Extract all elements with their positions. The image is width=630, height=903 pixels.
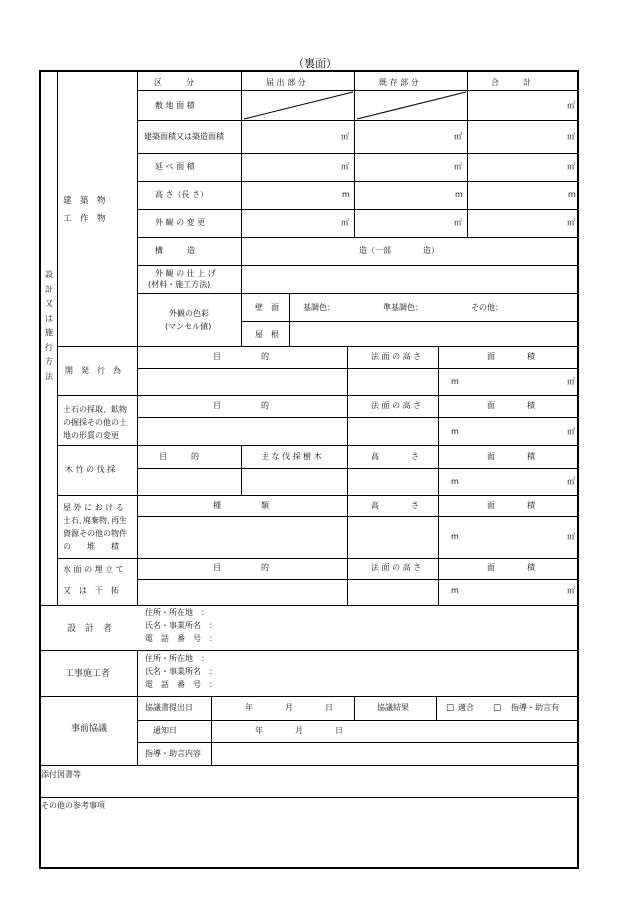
- header-area: 面 積: [487, 452, 535, 461]
- soil-label-3: 地の形質の変更: [63, 431, 119, 440]
- row-site-area: 敷 地 面 積: [155, 101, 195, 110]
- unit-sqm: ㎡: [454, 132, 462, 141]
- row-finish-sub: (材料・施工方法): [148, 280, 211, 289]
- unit-m: m: [451, 477, 459, 486]
- designer-label: 設 計 者: [67, 624, 113, 634]
- outdoor-label-4: の 堆 積: [63, 542, 119, 551]
- result-label: 協議結果: [377, 703, 409, 712]
- contractor-label: 工事施工者: [65, 669, 111, 679]
- attachments-label: 添付図書等: [41, 770, 81, 779]
- diagonal-strike: [241, 90, 467, 121]
- option-conform: 適合: [458, 703, 474, 712]
- unit-sqm: ㎡: [454, 162, 462, 171]
- header-area: 面 積: [487, 401, 535, 410]
- development-label: 開 発 行 為: [65, 366, 121, 375]
- unit-m: m: [451, 532, 459, 541]
- designer-address: 住所・所在地 ：: [145, 608, 209, 617]
- row-color-sub: (マンセル値): [165, 322, 212, 331]
- header-height: 高 さ: [371, 501, 419, 510]
- unit-sqm: ㎡: [567, 532, 575, 541]
- unit-sqm: ㎡: [567, 586, 575, 595]
- contractor-phone: 電 話 番 号 ：: [145, 680, 217, 689]
- header-area: 面 積: [487, 352, 535, 361]
- unit-sqm: ㎡: [454, 218, 462, 227]
- unit-sqm: ㎡: [567, 427, 575, 436]
- row-color: 外観の色彩: [169, 309, 209, 318]
- row-height: 高 さ（長 さ）: [155, 190, 209, 199]
- base-color-label: 基調色：: [303, 303, 335, 312]
- header-slope-height: 法 面 の 高 さ: [371, 401, 422, 410]
- structure-value: 造（一部 造）: [359, 246, 439, 255]
- unit-m: m: [342, 190, 350, 199]
- bamboo-label: 木 竹 の 伐 採: [65, 465, 116, 474]
- contractor-address: 住所・所在地 ：: [145, 654, 209, 663]
- contractor-name: 氏名・事業所名 ：: [145, 667, 217, 676]
- row-building-area: 建築面積又は築造面積: [144, 132, 224, 141]
- other-color-label: その他：: [471, 303, 503, 312]
- building-label: 建 築 物: [63, 196, 106, 206]
- designer-name: 氏名・事業所名 ：: [145, 621, 217, 630]
- header-purpose: 目 的: [213, 563, 269, 572]
- header-existing-part: 既 存 部 分: [379, 78, 419, 87]
- consultation-label: 事前協議: [71, 724, 108, 734]
- other-notes-label: その他の参考事項: [41, 801, 105, 810]
- row-appearance-change: 外 観 の 変 更: [155, 218, 206, 227]
- header-area: 面 積: [487, 501, 535, 510]
- header-area: 面 積: [487, 563, 535, 572]
- unit-sqm: ㎡: [341, 218, 349, 227]
- unit-sqm: ㎡: [341, 162, 349, 171]
- semi-base-color-label: 準基調色：: [383, 303, 423, 312]
- unit-sqm: ㎡: [567, 377, 575, 386]
- outdoor-label-3: 資源その他の物件: [63, 529, 127, 538]
- header-slope-height: 法 面 の 高 さ: [371, 563, 422, 572]
- unit-sqm: ㎡: [567, 162, 575, 171]
- unit-sqm: ㎡: [567, 477, 575, 486]
- notice-date-label: 通知日: [153, 726, 177, 735]
- unit-sqm: ㎡: [567, 101, 575, 110]
- header-total: 合 計: [491, 78, 531, 87]
- header-category: 区 分: [154, 78, 194, 87]
- row-total-floor-area: 延 べ 面 積: [155, 162, 195, 171]
- notice-date-value: 年 月 日: [255, 726, 343, 735]
- unit-m: m: [451, 377, 459, 386]
- header-main-trees: 主 な 伐 採 樹 木: [261, 452, 322, 461]
- header-type: 種 類: [213, 501, 269, 510]
- row-structure: 構 造: [155, 246, 195, 255]
- side-label-design-method: 設計又は施行方法: [45, 270, 53, 381]
- unit-m: m: [455, 190, 463, 199]
- header-height: 高 さ: [371, 452, 419, 461]
- unit-sqm: ㎡: [567, 132, 575, 141]
- checkbox-icon[interactable]: ☐: [446, 704, 455, 714]
- reclaim-label-1: 水 面 の 埋 立 て: [63, 565, 124, 574]
- submit-date-label: 協議書提出日: [145, 703, 193, 712]
- row-finish: 外 観 の 仕 上 げ: [155, 269, 216, 278]
- submit-date-value: 年 月 日: [245, 703, 333, 712]
- structure-label: 工 作 物: [63, 214, 106, 224]
- soil-label-1: 土石の採取、鉱物: [63, 405, 127, 414]
- guidance-content-label: 指導・助言内容: [145, 749, 201, 758]
- reclaim-label-2: 又 は 干 拓: [63, 586, 119, 595]
- designer-phone: 電 話 番 号 ：: [145, 634, 217, 643]
- header-purpose: 目 的: [213, 352, 269, 361]
- unit-sqm: ㎡: [567, 218, 575, 227]
- form-sheet: [39, 70, 579, 869]
- roof-label: 屋 根: [255, 330, 279, 339]
- soil-label-2: の掘採その他の土: [63, 418, 127, 427]
- header-slope-height: 法 面 の 高 さ: [371, 352, 422, 361]
- unit-m: m: [451, 586, 459, 595]
- unit-m: m: [451, 427, 459, 436]
- unit-m: m: [568, 190, 576, 199]
- option-guidance: 指導・助言有: [511, 703, 559, 712]
- page-title: （裏面）: [293, 57, 337, 70]
- outdoor-label-1: 屋 外 に お け る: [63, 503, 124, 512]
- header-notified-part: 届 出 部 分: [266, 78, 306, 87]
- outdoor-label-2: 土石､廃棄物､再生: [63, 516, 127, 525]
- checkbox-icon[interactable]: ☐: [493, 704, 502, 714]
- header-purpose: 目 的: [159, 452, 199, 461]
- unit-sqm: ㎡: [341, 132, 349, 141]
- wall-label: 壁 面: [255, 303, 279, 312]
- header-purpose: 目 的: [213, 401, 269, 410]
